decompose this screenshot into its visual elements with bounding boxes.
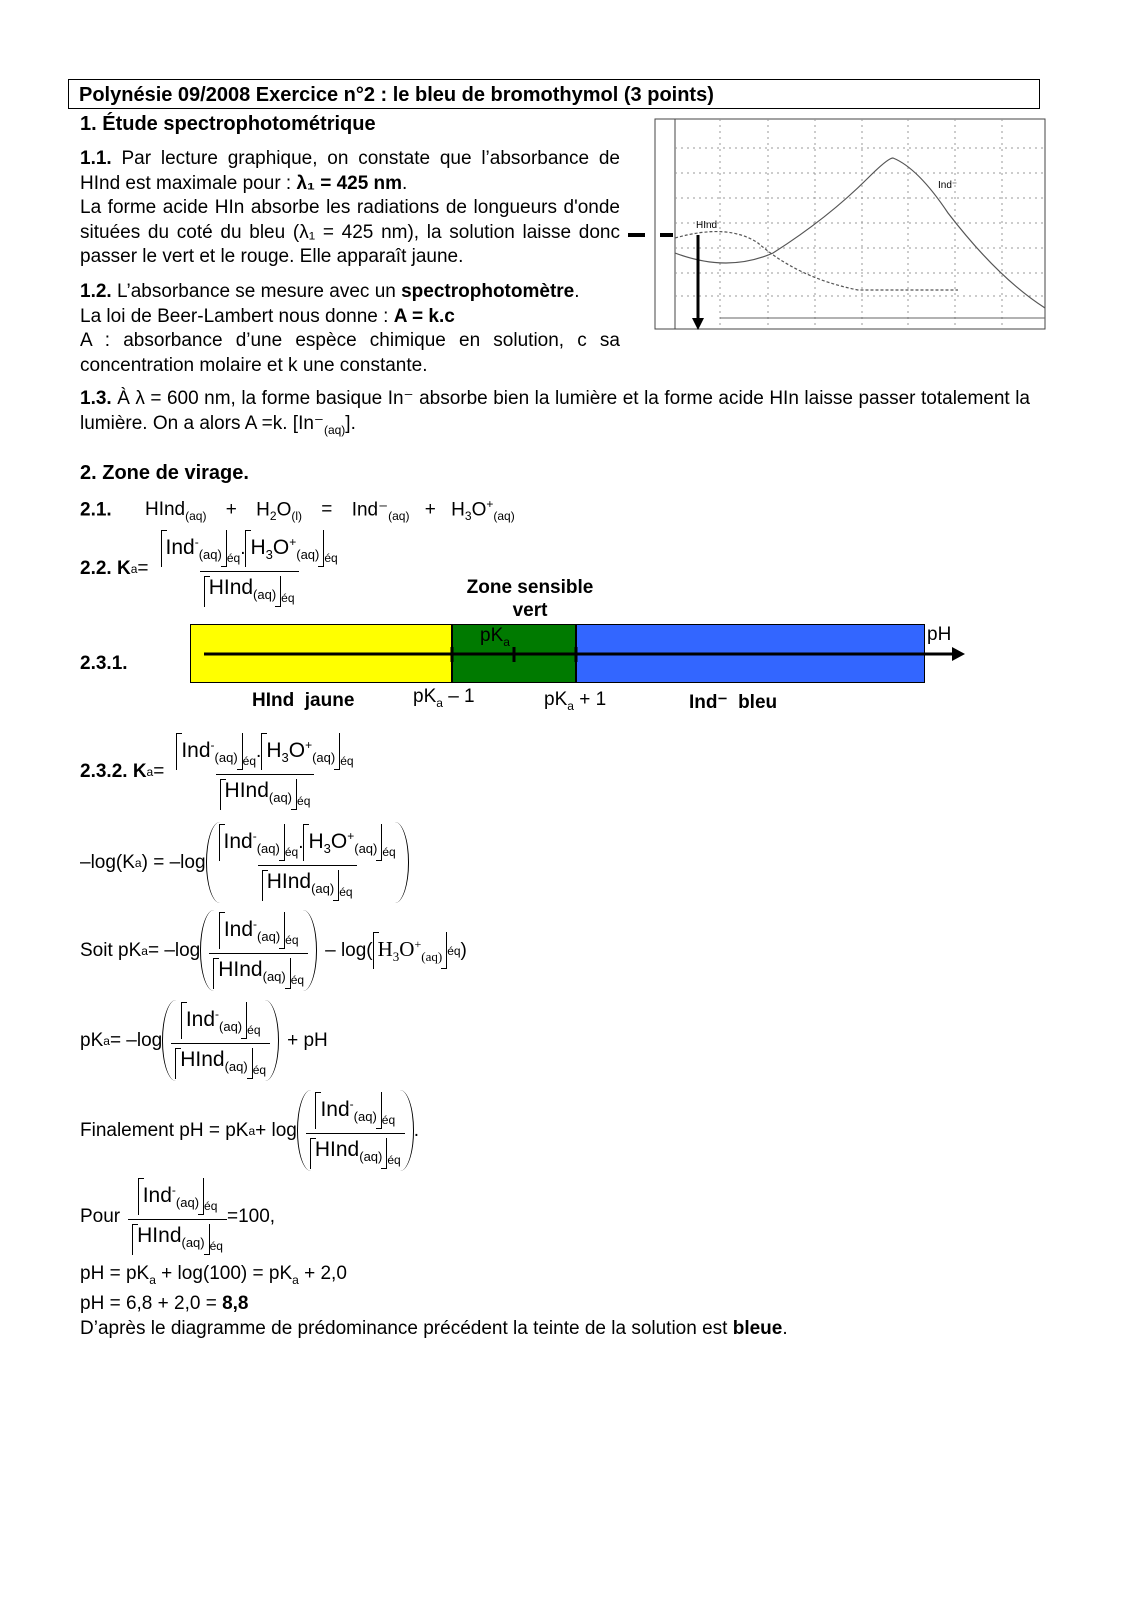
- t: + 1: [573, 689, 607, 710]
- t: a: [134, 855, 142, 870]
- t: (aq): [388, 509, 410, 524]
- equation-2-1: [80, 497, 515, 523]
- t: 3: [392, 949, 400, 965]
- t: O: [330, 830, 348, 853]
- t: -: [349, 1097, 354, 1111]
- pka-label: [480, 625, 510, 649]
- t: +: [424, 499, 436, 521]
- t: .: [298, 832, 304, 853]
- absorbance-spectrum-graph: [628, 118, 1048, 333]
- t: +: [414, 937, 422, 952]
- t: H: [451, 499, 465, 521]
- t: D’après le diagramme de prédominance précédent la teinte de la solution est: [80, 1317, 733, 1339]
- t: éq: [204, 1199, 218, 1213]
- t: (aq): [219, 1019, 243, 1035]
- t: H: [250, 536, 266, 559]
- text: ].: [345, 412, 356, 434]
- t: éq: [285, 933, 299, 947]
- text: À λ = 600 nm, la forme basique In⁻ absorbe bien la lumière et la forme acide HIn laisse passer totalement la lumière. On a alors A =k. [In⁻: [80, 388, 1030, 434]
- ka-expression-2-3-2: [80, 733, 358, 810]
- t: éq: [297, 794, 311, 809]
- pka-minus-1-label: [413, 686, 475, 710]
- text: A : absorbance d’une espèce chimique en solution, c sa concentration molaire et k une constante.: [80, 330, 620, 376]
- t: .: [413, 1119, 419, 1141]
- num: 2.3.1.: [80, 653, 128, 674]
- zone-sensible-label: [440, 576, 620, 622]
- text: .: [402, 172, 408, 194]
- t: 3: [323, 841, 331, 857]
- t: a: [103, 1033, 110, 1048]
- t: (aq): [185, 509, 207, 524]
- paragraph-1-3: [80, 387, 1030, 442]
- ratio-100-expression: [80, 1178, 275, 1255]
- t: éq: [340, 754, 354, 768]
- t: pK: [413, 686, 437, 707]
- t: -: [171, 1183, 176, 1197]
- t: (aq): [262, 969, 286, 985]
- t: a: [567, 698, 574, 713]
- t: + log(100) = pK: [155, 1263, 293, 1284]
- final-ph-expression: [80, 1090, 419, 1171]
- t: pK: [480, 625, 504, 646]
- t: +: [225, 499, 237, 521]
- num: 2.2. K: [80, 557, 131, 579]
- t: ): [460, 939, 467, 961]
- t: a: [248, 1123, 256, 1138]
- t: +: [347, 829, 355, 843]
- t: a: [292, 1272, 299, 1287]
- t: éq: [382, 845, 396, 859]
- t: éq: [242, 754, 257, 768]
- ph-axis-arrow: [190, 620, 970, 690]
- conclusion: [80, 1262, 788, 1341]
- t: =: [321, 499, 333, 521]
- t: Ind: [223, 918, 254, 941]
- t: –log(K: [80, 851, 135, 873]
- t: pH = 6,8 + 2,0 =: [80, 1293, 223, 1315]
- t: -: [210, 738, 215, 752]
- num: 1.2.: [80, 281, 112, 302]
- t: – 1: [442, 686, 475, 707]
- t: H: [377, 937, 393, 962]
- t: (aq): [296, 547, 320, 563]
- text: La loi de Beer-Lambert nous donne :: [80, 305, 394, 327]
- t: éq: [252, 1063, 267, 1078]
- t: -: [253, 917, 258, 931]
- t: +: [289, 535, 297, 549]
- t: éq: [247, 1023, 261, 1037]
- t: (aq): [421, 949, 443, 965]
- t: (aq): [257, 929, 281, 945]
- t: HInd: [314, 1138, 360, 1162]
- t: HInd: [144, 499, 186, 521]
- t: (aq): [175, 1195, 200, 1211]
- t: a: [503, 634, 510, 649]
- t: a: [146, 764, 154, 779]
- t: éq: [290, 973, 305, 988]
- t: éq: [339, 885, 353, 900]
- t: .: [782, 1317, 788, 1339]
- t: HInd: [137, 1224, 182, 1248]
- t: (aq): [253, 587, 277, 603]
- t: pH = pK: [80, 1263, 150, 1284]
- num: 2.1.: [80, 499, 112, 521]
- t: O: [272, 536, 290, 559]
- paragraph-1-2: [80, 280, 620, 378]
- t: +: [305, 738, 313, 752]
- ka-fraction: [157, 530, 342, 607]
- t: Ind: [181, 739, 211, 762]
- pka-plus-1-label: [544, 689, 606, 713]
- num: 1.1.: [80, 148, 112, 169]
- t: Ind: [223, 830, 253, 853]
- pka-expression: [80, 1000, 328, 1081]
- t: -: [215, 1007, 220, 1021]
- t: éq: [387, 1153, 401, 1168]
- hind-label: HInd: [696, 220, 718, 231]
- ind-label: Ind⁻: [938, 180, 958, 191]
- t: H: [256, 499, 270, 521]
- t: éq: [324, 551, 338, 565]
- t: éq: [284, 845, 299, 859]
- t: (aq): [198, 547, 222, 563]
- t: (l): [291, 509, 303, 524]
- t: HInd: [218, 958, 263, 982]
- t: éq: [281, 591, 295, 606]
- section-1-heading: 1. Étude spectrophotométrique: [80, 113, 376, 135]
- t: + 2,0: [298, 1263, 347, 1284]
- ph-result: 8,8: [222, 1293, 249, 1315]
- t: ) = –log: [141, 851, 206, 873]
- t: Ind: [165, 536, 195, 559]
- t: (aq): [354, 841, 378, 857]
- t: H: [266, 739, 282, 762]
- t: =: [153, 760, 165, 782]
- text: Par lecture graphique, on constate que l’absorbance de HInd est maximale pour :: [80, 148, 620, 194]
- t: Ind: [185, 1008, 216, 1031]
- text: spectrophotomètre: [401, 281, 575, 302]
- section-2-heading: 2. Zone de virage.: [80, 462, 249, 484]
- t: (aq): [214, 750, 238, 766]
- t: Soit pK: [80, 939, 142, 961]
- t: Ind: [320, 1098, 350, 1121]
- text: La forme acide HIn absorbe les radiations de longueurs d'onde situées du coté du bleu (λ₁ = 425 nm), la solution laisse donc passer le vert et le rouge. Elle apparaît jaune.: [80, 197, 620, 267]
- num: 2.3.2. K: [80, 760, 147, 782]
- t: HInd: [266, 870, 312, 894]
- num: 1.3.: [80, 388, 112, 409]
- t: (aq): [181, 1235, 205, 1251]
- t: + pH: [287, 1029, 328, 1051]
- t: = –log: [109, 1029, 163, 1051]
- t: éq: [209, 1239, 223, 1254]
- t: éq: [447, 943, 461, 958]
- t: 3: [265, 547, 273, 563]
- t: (aq): [311, 881, 335, 897]
- t: +: [486, 497, 494, 511]
- t: (aq): [256, 841, 280, 857]
- t: éq: [226, 551, 241, 565]
- hind-yellow-label: HInd jaune: [252, 690, 355, 711]
- t: HInd: [208, 576, 254, 600]
- t: (aq): [493, 509, 515, 524]
- t: pK: [80, 1029, 104, 1051]
- t: pK: [544, 689, 568, 710]
- t: 3: [464, 509, 472, 524]
- t: (aq): [268, 790, 293, 806]
- t: =100,: [226, 1205, 276, 1227]
- color-result: bleue: [732, 1317, 783, 1339]
- t: Ind⁻: [351, 499, 389, 521]
- text: .: [574, 281, 580, 302]
- t: Ind: [142, 1184, 172, 1207]
- t: a: [436, 695, 443, 710]
- minus-log-ka-expression: [80, 822, 409, 903]
- t: (aq): [312, 750, 336, 766]
- t: (aq): [353, 1109, 377, 1125]
- zone-title: Zone sensible: [466, 577, 594, 598]
- t: =: [137, 557, 149, 579]
- t: -: [252, 829, 257, 843]
- t: HInd: [224, 779, 269, 803]
- t: (aq): [224, 1059, 248, 1075]
- t: Pour: [80, 1205, 121, 1227]
- t: a: [141, 943, 148, 958]
- text: L’absorbance se mesure avec un: [111, 281, 402, 302]
- t: – log(: [325, 939, 373, 961]
- lambda-value: λ₁ = 425 nm: [296, 172, 403, 194]
- exercise-title: Polynésie 09/2008 Exercice n°2 : le bleu de bromothymol (3 points): [68, 79, 1040, 109]
- t: -: [194, 535, 199, 549]
- t: Finalement pH = pK: [80, 1119, 249, 1141]
- t: 3: [281, 750, 289, 766]
- t: O: [399, 937, 415, 962]
- t: a: [130, 561, 138, 576]
- t: O: [471, 499, 487, 521]
- t: O: [288, 739, 306, 762]
- t: HInd: [180, 1048, 225, 1072]
- ph-axis-label: pH: [927, 624, 952, 645]
- t: .: [256, 741, 262, 762]
- ind-blue-label: Ind⁻ bleu: [689, 692, 778, 713]
- paragraph-1-1: [80, 147, 620, 270]
- t: 2: [269, 509, 277, 524]
- beer-lambert-law: A = k.c: [393, 305, 455, 327]
- ka-expression-2-2: [80, 530, 342, 607]
- t: (aq): [359, 1149, 383, 1165]
- t: + log: [255, 1119, 297, 1141]
- zone-color: vert: [512, 600, 548, 621]
- t: H: [308, 830, 324, 853]
- soit-pka-expression: [80, 910, 467, 991]
- t: a: [149, 1272, 156, 1287]
- sub: (aq): [323, 422, 346, 437]
- t: = –log: [147, 939, 201, 961]
- t: .: [240, 538, 246, 559]
- t: O: [276, 499, 292, 521]
- t: éq: [381, 1113, 396, 1127]
